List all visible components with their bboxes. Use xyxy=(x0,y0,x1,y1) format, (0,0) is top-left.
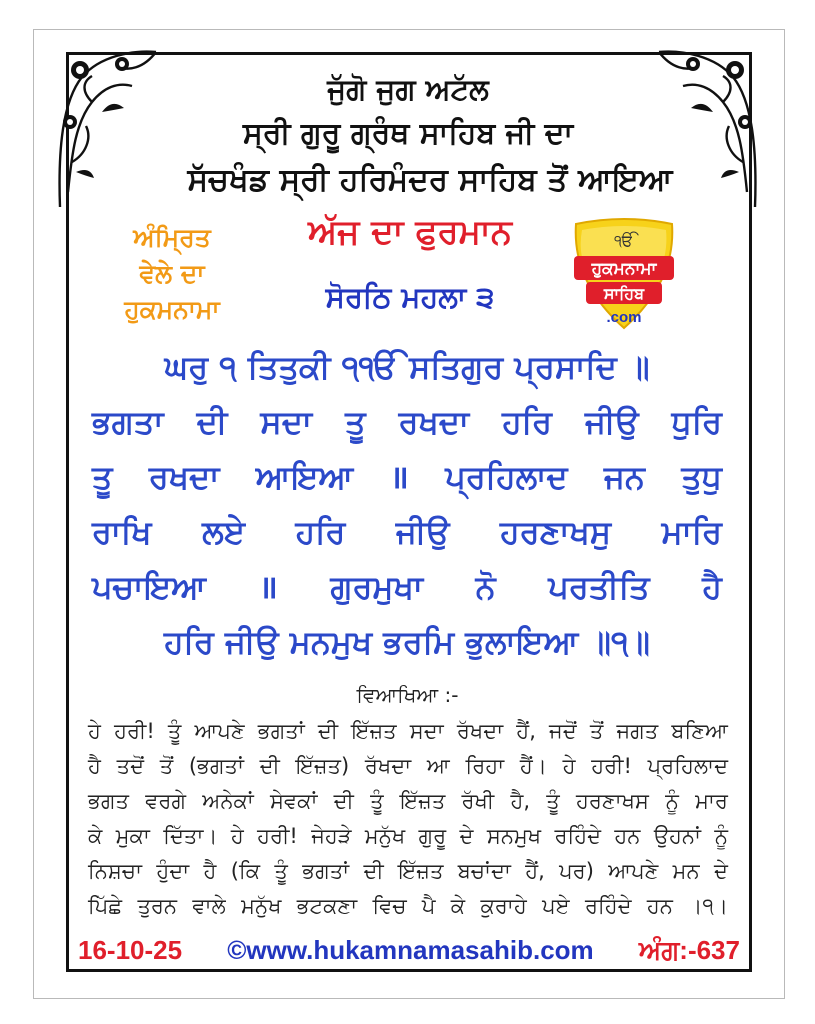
corner-ornament-left xyxy=(52,42,162,212)
word: ਜਨ xyxy=(604,458,645,496)
word: ਭਗਤ xyxy=(88,789,129,813)
word: ਸਦਾ xyxy=(260,403,313,441)
word: ਕੁਰਾਹੇ xyxy=(480,894,527,918)
word: ਮਾਰ xyxy=(695,789,728,813)
explanation-title: ਵਿਆਖਿਆ :- xyxy=(356,683,459,707)
word: ਦੇ xyxy=(713,859,728,883)
word: ਬਚਾਂਦਾ xyxy=(457,859,511,883)
word: ਤੋਂ xyxy=(589,719,604,743)
word: ਇੱਜ਼ਤ xyxy=(398,859,444,883)
word: ਪ੍ਰਹਿਲਾਦ xyxy=(445,458,568,496)
amrit-vele-label xyxy=(92,220,252,328)
word: ਕੇ xyxy=(88,824,103,848)
word: ॥ xyxy=(258,568,278,606)
word: ਰਹਿੰਦੇ xyxy=(554,824,602,848)
word: ਅਨੇਕਾਂ xyxy=(202,789,254,813)
logo-text-line-2: ਸਾਹਿਬ xyxy=(603,284,645,303)
word: ਸਦਾ xyxy=(409,719,444,743)
word: ਜੀਉ xyxy=(395,513,450,551)
word: ਹੁੰਦਾ xyxy=(156,859,190,883)
word: ਰਹਿੰਦੇ xyxy=(584,894,632,918)
explanation-line xyxy=(88,819,728,854)
word: ਹੇ xyxy=(230,824,244,848)
word: ਹਰਿ xyxy=(295,513,346,551)
word: ਤੂੰ xyxy=(370,789,384,813)
word: ਹਰਣਾਖਸੁ xyxy=(500,513,612,551)
hukamnama-sahib-logo xyxy=(568,212,680,332)
word: ਪੈ xyxy=(421,894,436,918)
word: ਹੇ xyxy=(562,754,576,778)
word: ਰੱਖੀ xyxy=(461,789,495,813)
word: ਹਨ xyxy=(614,824,641,848)
word: ਤੂੰ xyxy=(167,719,182,743)
word: ਪਰ) xyxy=(559,859,594,883)
word: ਹੇ xyxy=(88,719,101,743)
word: ਹਰਿ xyxy=(502,403,552,441)
verse-line xyxy=(92,395,722,450)
logo-ik-onkar: ੴ xyxy=(614,231,634,250)
word: (ਭਗਤਾਂ xyxy=(188,754,244,778)
word: ਭਗਤਾਂ xyxy=(302,859,350,883)
word: ਹੈ xyxy=(702,568,722,606)
word: ਤਦੋਂ xyxy=(116,754,144,778)
word: ਦੀ xyxy=(196,403,228,441)
verse-line: ਘਰੁ ੧ ਤਿਤੁਕੀ ੧ੴ ਸਤਿਗੁਰ ਪ੍ਰਸਾਦਿ ॥ xyxy=(164,348,650,386)
word: ਪਿੱਛੇ xyxy=(88,894,123,918)
word: ਹੈ xyxy=(88,754,101,778)
explanation-line xyxy=(88,714,728,749)
word: ਆਇਆ xyxy=(255,458,354,496)
word: ਮਾਰਿ xyxy=(661,513,722,551)
word: ।੧। xyxy=(688,894,728,918)
word: ਹਨ xyxy=(646,894,673,918)
word: ਦੀ xyxy=(317,719,339,743)
footer-ang-number: ਅੰਗ:-637 xyxy=(638,935,740,965)
word: ਆਪਣੇ xyxy=(194,719,245,743)
word: ਜੇਹੜੇ xyxy=(311,824,352,848)
word: ਪਏ xyxy=(542,894,570,918)
word: ਗੁਰੂ xyxy=(418,824,447,848)
word: ਦੀ xyxy=(259,754,280,778)
header-line-1: ਜੁੱਗੋ ਜੁਗ ਅਟੱਲ xyxy=(327,72,489,106)
verse-line xyxy=(92,505,722,560)
explanation-line xyxy=(88,784,728,819)
word: ਰਾਖਿ xyxy=(92,513,152,551)
explanation-line xyxy=(88,889,728,924)
todays-order-title: ਅੱਜ ਦਾ ਫੁਰਮਾਨ xyxy=(308,212,512,252)
word: ਹਰੀ! xyxy=(257,824,298,848)
footer xyxy=(78,935,740,967)
word: ਤੁਧੁ xyxy=(681,458,722,496)
amrit-line-2: ਵੇਲੇ ਦਾ xyxy=(139,259,205,288)
word: ਧੁਰਿ xyxy=(671,403,722,441)
explanation-body xyxy=(88,714,728,924)
word: ਕੇ xyxy=(450,894,466,918)
word: ਰਿਹਾ xyxy=(465,754,505,778)
word: ਮਨ xyxy=(672,859,700,883)
word: ਵਰਗੇ xyxy=(145,789,186,813)
word: ਉਹਨਾਂ xyxy=(653,824,701,848)
word: ਦੀ xyxy=(363,859,384,883)
verse-line: ਹਰਿ ਜੀਉ ਮਨਮੁਖ ਭਰਮਿ ਭੁਲਾਇਆ ॥੧॥ xyxy=(164,623,650,661)
word: ॥ xyxy=(389,458,409,496)
word: ਇੱਜ਼ਤ) xyxy=(295,754,350,778)
explanation-line xyxy=(88,749,728,784)
word: ਹਰੀ! xyxy=(114,719,155,743)
logo-text-line-1: ਹੁਕਮਨਾਮਾ xyxy=(591,259,657,279)
word: ਵਿਚ xyxy=(372,894,407,918)
word: ਸੇਵਕਾਂ xyxy=(269,789,318,813)
word: ਹੈਂ। xyxy=(519,754,547,778)
word: ਵਾਲੇ xyxy=(192,894,226,918)
verse-line xyxy=(92,560,722,615)
header-line-2: ਸ੍ਰੀ ਗੁਰੂ ਗ੍ਰੰਥ ਸਾਹਿਬ ਜੀ ਦਾ xyxy=(242,116,574,151)
word: ਤੂ xyxy=(92,458,113,496)
header-line-3: ਸੱਚਖੰਡ ਸ੍ਰੀ ਹਰਿਮੰਦਰ ਸਾਹਿਬ ਤੋਂ ਆਇਆ xyxy=(187,162,673,198)
word: ਰਖਦਾ xyxy=(148,458,220,496)
word: ਮਨੁੱਖ xyxy=(241,894,282,918)
word: ਦੀ xyxy=(333,789,354,813)
word: ਪ੍ਰਹਿਲਾਦ xyxy=(647,754,728,778)
logo-domain: .com xyxy=(606,309,642,326)
word: ਜਦੋਂ xyxy=(549,719,577,743)
word: ਇੱਜ਼ਤ xyxy=(351,719,397,743)
word: ਮੁਕਾ xyxy=(115,824,150,848)
gurbani-verse xyxy=(92,340,722,670)
word: ਆਪਣੇ xyxy=(608,859,659,883)
word: ਜੀਉ xyxy=(584,403,639,441)
verse-line xyxy=(92,450,722,505)
word: ਨਿਸ਼ਚਾ xyxy=(88,859,143,883)
word: ਲਏ xyxy=(202,513,246,551)
word: ਆ xyxy=(426,754,450,778)
word: ਰਖਦਾ xyxy=(398,403,470,441)
word: ਪਚਾਇਆ xyxy=(92,568,206,606)
word: ਇੱਜ਼ਤ xyxy=(399,789,446,813)
word: ਹਰਣਾਖਸ xyxy=(576,789,649,813)
word: ਭਟਕਣਾ xyxy=(296,894,358,918)
word: ਜਗਤ xyxy=(616,719,659,743)
word: ਰੱਖਦਾ xyxy=(456,719,504,743)
word: ਦਿੱਤਾ। xyxy=(163,824,218,848)
explanation-line xyxy=(88,854,728,889)
amrit-line-1: ਅੰਮ੍ਰਿਤ xyxy=(133,223,211,252)
word: ਹੈ, xyxy=(510,789,531,813)
word: (ਕਿ xyxy=(230,859,261,883)
word: ਦੇ xyxy=(459,824,474,848)
word: ਹੈਂ, xyxy=(525,859,545,883)
word: ਨੂੰ xyxy=(665,789,679,813)
word: ਹੈ xyxy=(203,859,217,883)
word: ਗੁਰਮੁਖਾ xyxy=(330,568,424,606)
word: ਤੂੰ xyxy=(274,859,288,883)
word: ਤੋਂ xyxy=(159,754,174,778)
word: ਭਗਤਾ xyxy=(92,403,164,441)
word: ਸਨਮੁਖ xyxy=(486,824,542,848)
word: ਰੱਖਦਾ xyxy=(364,754,412,778)
footer-website-link[interactable]: ©www.hukamnamasahib.com xyxy=(227,935,594,965)
footer-date: 16-10-25 xyxy=(78,935,183,965)
raag-heading: ਸੋਰਠਿ ਮਹਲਾ ੩ xyxy=(325,280,495,314)
word: ਤੁਰਨ xyxy=(137,894,178,918)
word: ਤੂ xyxy=(345,403,366,441)
word: ਪਰਤੀਤਿ xyxy=(548,568,650,606)
word: ਨੂੰ xyxy=(714,824,728,848)
word: ਹਰੀ! xyxy=(591,754,632,778)
word: ਮਨੁੱਖ xyxy=(364,824,406,848)
word: ਬਣਿਆ xyxy=(671,719,728,743)
word: ਭਗਤਾਂ xyxy=(257,719,305,743)
word: ਹੈਂ, xyxy=(516,719,536,743)
word: ਤੂੰ xyxy=(546,789,560,813)
amrit-line-3: ਹੁਕਮਨਾਮਾ xyxy=(124,295,220,324)
word: ਨੋ xyxy=(475,568,496,606)
